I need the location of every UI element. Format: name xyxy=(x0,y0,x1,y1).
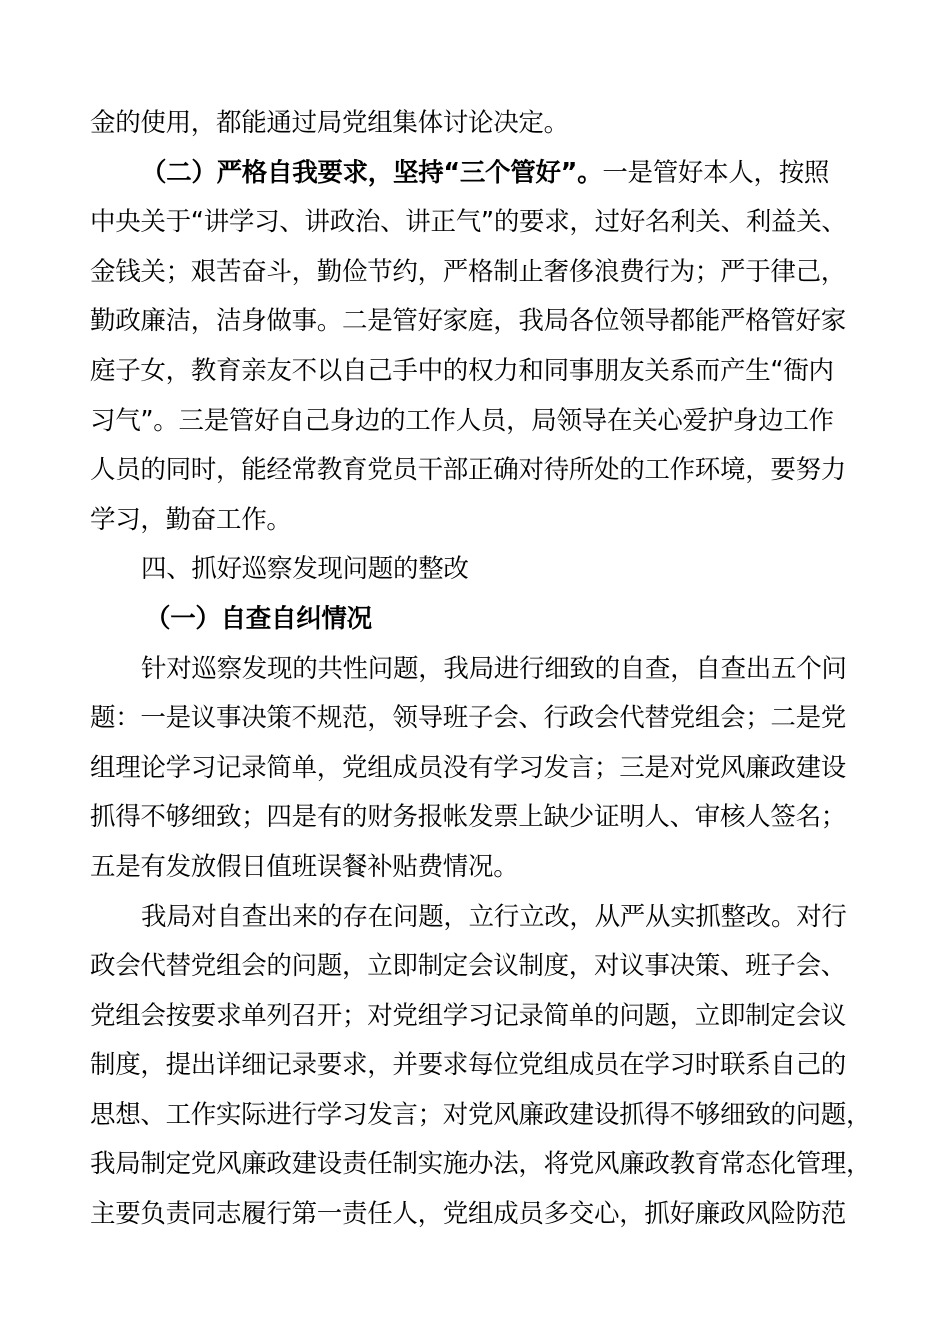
body-text: 主要负责同志履行第一责任人，党组成员多交心，抓好廉政风险防范 xyxy=(90,1199,847,1230)
text-line xyxy=(90,99,872,149)
bold-text: （一）自查自纠情况 xyxy=(145,603,372,634)
body-text: 中央关于“讲学习、讲政治、讲正气”的要求，过好名利关、利益关、 xyxy=(90,207,847,238)
text-line xyxy=(90,545,872,595)
body-text: 题：一是议事决策不规范，领导班子会、行政会代替党组会；二是党 xyxy=(90,703,847,734)
body-text: 四、抓好巡察发现问题的整改 xyxy=(141,554,469,585)
body-text: 抓得不够细致；四是有的财务报帐发票上缺少证明人、审核人签名； xyxy=(90,802,847,833)
body-text: 勤政廉洁，洁身做事。二是管好家庭，我局各位领导都能严格管好家 xyxy=(90,306,847,337)
body-text: 习气”。三是管好自己身边的工作人员，局领导在关心爱护身边工作 xyxy=(90,405,834,436)
text-line xyxy=(90,1041,872,1091)
text-line xyxy=(90,1140,872,1190)
text-line xyxy=(90,297,872,347)
text-line xyxy=(90,843,872,893)
text-line xyxy=(90,645,872,695)
text-line xyxy=(90,198,872,248)
text-line xyxy=(90,446,872,496)
document-page xyxy=(90,99,872,1240)
text-line xyxy=(90,793,872,843)
text-line xyxy=(90,744,872,794)
text-line xyxy=(90,248,872,298)
section-heading xyxy=(90,595,872,645)
body-text: 金钱关；艰苦奋斗，勤俭节约，严格制止奢侈浪费行为；严于律己， xyxy=(90,256,847,287)
body-text: 金的使用，都能通过局党组集体讨论决定。 xyxy=(90,108,569,138)
text-line xyxy=(90,397,872,447)
text-line xyxy=(90,942,872,992)
body-text: 组理论学习记录简单，党组成员没有学习发言；三是对党风廉政建设 xyxy=(90,752,847,783)
body-text: 庭子女，教育亲友不以自己手中的权力和同事朋友关系而产生“衙内 xyxy=(90,355,834,386)
body-text: 党组会按要求单列召开；对党组学习记录简单的问题，立即制定会议 xyxy=(90,1000,847,1031)
text-line xyxy=(90,496,872,546)
body-text: 学习，勤奋工作。 xyxy=(90,504,292,535)
body-text: 针对巡察发现的共性问题，我局进行细致的自查，自查出五个问 xyxy=(141,653,847,684)
body-text: 政会代替党组会的问题，立即制定会议制度，对议事决策、班子会、 xyxy=(90,951,847,982)
body-text: 思想、工作实际进行学习发言；对党风廉政建设抓得不够细致的问题， xyxy=(90,1099,872,1130)
body-text: 五是有发放假日值班误餐补贴费情况。 xyxy=(90,851,519,882)
body-text: 人员的同时，能经常教育党员干部正确对待所处的工作环境，要努力 xyxy=(90,455,847,486)
body-text: 我局对自查出来的存在问题，立行立改，从严从实抓整改。对行 xyxy=(141,901,847,932)
text-line xyxy=(90,992,872,1042)
body-text: 我局制定党风廉政建设责任制实施办法，将党风廉政教育常态化管理， xyxy=(90,1149,872,1180)
body-text: 一是管好本人，按照 xyxy=(602,157,830,188)
text-line xyxy=(90,1091,872,1141)
body-text: 制度，提出详细记录要求，并要求每位党组成员在学习时联系自己的 xyxy=(90,1050,847,1081)
text-line xyxy=(90,1190,872,1240)
bold-text: （二）严格自我要求，坚持“三个管好”。 xyxy=(141,157,603,188)
text-line xyxy=(90,694,872,744)
text-line xyxy=(90,893,872,943)
text-line xyxy=(90,149,872,199)
text-line xyxy=(90,347,872,397)
